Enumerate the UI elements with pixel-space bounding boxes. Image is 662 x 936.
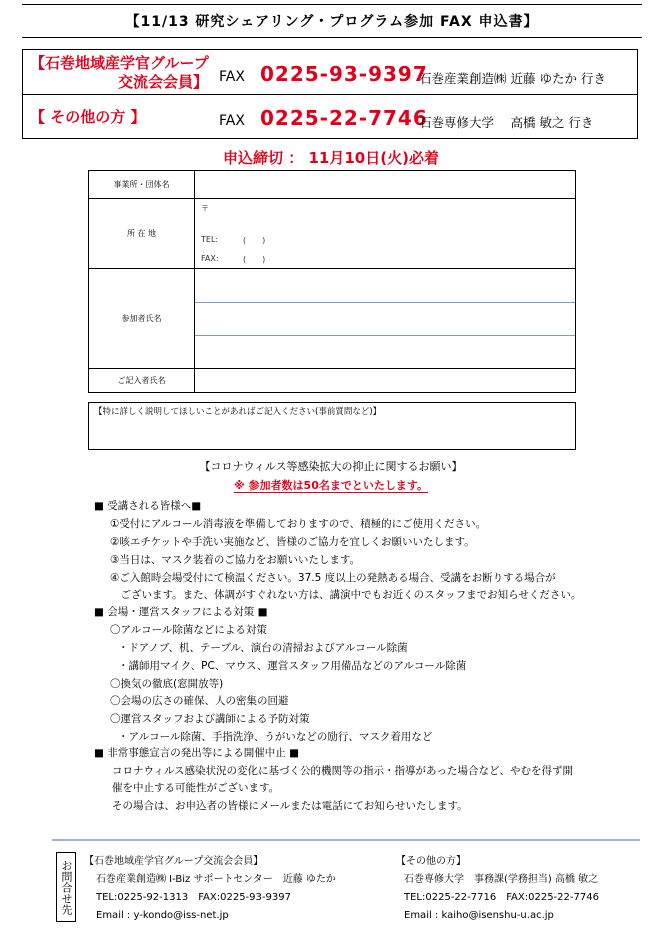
- attendees-item: ございます。また、体調がすぐれない方は、講演中でもお近くのスタッフまでお知らせください。: [110, 589, 582, 601]
- fax-paren: ( ): [243, 255, 266, 264]
- page-title: 【11/13 研究シェアリング・プログラム参加 FAX 申込書】: [125, 14, 539, 30]
- participant-line-3[interactable]: [195, 336, 575, 368]
- staff-heading: ■ 会場・運営スタッフによる対策 ■: [94, 606, 268, 618]
- fax-group2-org: 【 その他の方 】: [30, 108, 146, 126]
- footer-left-heading: 【石巻地域産学官グループ交流会会員】: [84, 856, 264, 867]
- participant-line-1[interactable]: [195, 269, 575, 302]
- form-row-company: [89, 171, 576, 199]
- staff-item: 〇会場の広さの確保、人の密集の回避: [110, 695, 289, 707]
- fax-box-divider: [22, 94, 638, 95]
- attendees-item: ④ご入館時会場受付にて検温ください。37.5 度以上の発熱ある場合、受講をお断りする場合が: [110, 572, 556, 584]
- participant-limit: [0, 477, 662, 493]
- contact-tag: お問合せ先: [56, 852, 76, 922]
- footer-right-heading: 【その他の方】: [396, 856, 466, 867]
- footer-right-tel-fax: TEL:0225-22-7716 FAX:0225-22-7746: [404, 892, 599, 903]
- tel-paren: ( ): [243, 236, 266, 245]
- footer-rule: [52, 839, 640, 841]
- staff-item: ・ドアノブ、机、テーブル、演台の清掃およびアルコール除菌: [118, 642, 408, 654]
- attendees-item: ③当日は、マスク装着のご協力をお願いいたします。: [110, 554, 361, 566]
- attendees-heading: ■ 受講される皆様へ■: [94, 500, 202, 512]
- staff-item: ・アルコール除菌、手指洗浄、うがいなどの励行、マスク着用など: [118, 731, 433, 743]
- deadline: 申込締切 ： 11月10日(火)必着: [223, 149, 439, 167]
- staff-item: 〇換気の徹底(窓開放等): [110, 678, 224, 690]
- fax-group1-label: FAX: [219, 69, 245, 85]
- fax-group1-destination: 石巻産業創造㈱ 近藤 ゆたか 行き: [419, 71, 606, 86]
- emergency-item: コロナウィルス感染状況の変化に基づく公的機関等の指示・指導があった場合など、やむを得ず開: [112, 765, 573, 777]
- application-form-table: [88, 170, 576, 393]
- form-row-participants: [89, 269, 576, 369]
- filler-field[interactable]: [195, 369, 576, 393]
- emergency-item: その場合は、お申込者の皆様にメールまたは電話にてお知らせいたします。: [112, 800, 468, 812]
- participants-field[interactable]: [195, 269, 576, 369]
- footer-left-tel-fax: TEL:0225-92-1313 FAX:0225-93-9397: [96, 892, 291, 903]
- fax-group1-org-line2: 交流会会員】: [118, 73, 209, 91]
- fax-group1-org-line1: 【石巻地域産学官グループ: [30, 54, 209, 72]
- notes-prompt: 【特に詳しく説明してほしいことがあればご記入ください(事前質問など)】: [94, 407, 382, 417]
- staff-item: 〇運営スタッフおよび講師による予防対策: [110, 713, 310, 725]
- fax-group2-label: FAX: [219, 113, 245, 129]
- company-field[interactable]: [195, 171, 576, 199]
- footer-left-org: 石巻産業創造㈱ I-Biz サポートセンター 近藤 ゆたか: [96, 874, 336, 885]
- title-bottom-rule: [22, 37, 642, 38]
- fax-label: FAX:: [201, 254, 219, 263]
- emergency-item: 催を中止する可能性がございます。: [112, 782, 280, 794]
- footer-left-email[interactable]: Email : y-kondo@iss-net.jp: [96, 910, 229, 921]
- participant-line-2[interactable]: [195, 303, 575, 335]
- title-top-rule: [22, 4, 642, 5]
- notice-title: 【コロナウィルス等感染拡大の抑止に関するお願い】: [199, 460, 463, 473]
- attendees-item: ②咳エチケットや手洗い実施など、皆様のご協力を宜しくお願いいたします。: [110, 536, 475, 548]
- staff-item: 〇アルコール除菌などによる対策: [110, 624, 267, 636]
- postal-mark: 〒: [201, 204, 209, 213]
- fax-group2-destination: 石巻専修大学 高橋 敏之 行き: [419, 115, 594, 130]
- staff-item: ・講師用マイク、PC、マウス、運営スタッフ用備品などのアルコール除菌: [118, 660, 467, 672]
- footer-right-org: 石巻専修大学 事務課(学務担当) 高橋 敏之: [404, 874, 599, 885]
- fax-group2-number: 0225-22-7746: [260, 106, 428, 130]
- form-row-filler: [89, 369, 576, 393]
- address-field[interactable]: [195, 199, 576, 269]
- fax-group1-number: 0225-93-9397: [260, 62, 428, 86]
- filler-label: ご記入者氏名: [89, 369, 195, 393]
- company-label: 事業所・団体名: [89, 171, 195, 199]
- participant-limit-text: ※ 参加者数は50名までといたします。: [234, 479, 428, 492]
- tel-label: TEL:: [201, 235, 219, 244]
- form-row-address: [89, 199, 576, 269]
- address-label: 所 在 地: [89, 199, 195, 269]
- participants-label: 参加者氏名: [89, 269, 195, 369]
- attendees-item: ①受付にアルコール消毒液を準備しておりますので、積極的にご使用ください。: [110, 518, 487, 530]
- emergency-heading: ■ 非常事態宣言の発出等による開催中止 ■: [94, 747, 300, 759]
- footer-right-email[interactable]: Email : kaiho@isenshu-u.ac.jp: [404, 910, 554, 921]
